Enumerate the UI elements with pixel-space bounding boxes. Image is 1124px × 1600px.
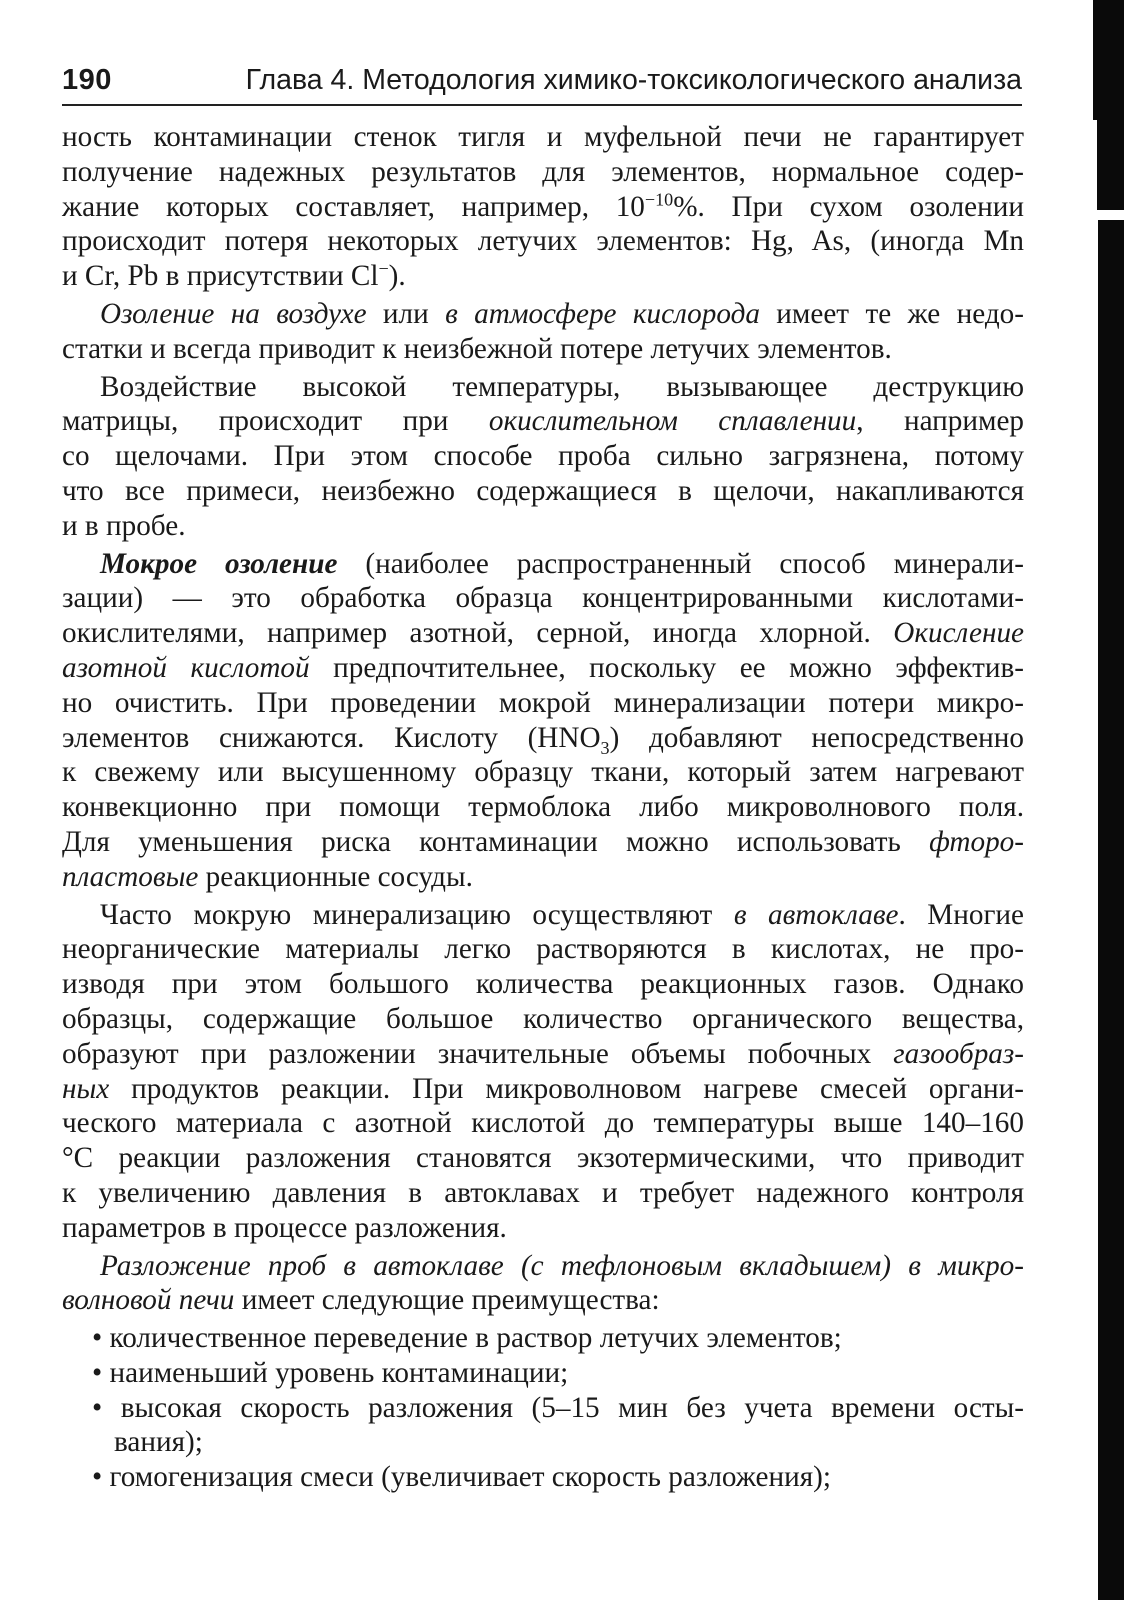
list-item: [62, 1321, 1024, 1356]
text-run: или: [366, 297, 446, 330]
text-run: Для уменьшения риска контаминации можно использовать: [62, 825, 930, 858]
text-run: (наиболее распространенный способ минерали-: [337, 547, 1024, 580]
text-run: матрицы, происходит при: [62, 405, 489, 438]
text-run: °С реакции разложения становятся экзотермическими, что приводит: [62, 1142, 1024, 1175]
paragraph: [62, 370, 1024, 544]
bullet-marker: •: [92, 1322, 103, 1355]
italic-term: волновой печи: [62, 1284, 235, 1317]
list-item-text: высокая скорость разложения (5–15 мин без учета времени осты-: [120, 1391, 1024, 1424]
bullet-list: [62, 1321, 1024, 1495]
list-item: [62, 1460, 1024, 1495]
bullet-marker: •: [92, 1356, 103, 1389]
text-run: ность контаминации стенок тигля и муфельной печи не гарантирует: [62, 121, 1024, 153]
list-item-text: наименьший уровень контаминации;: [109, 1356, 569, 1389]
bullet-marker: •: [92, 1391, 103, 1424]
text-line: [62, 259, 1024, 294]
text-run: ) добавляют непосредственно: [609, 721, 1025, 754]
text-run: и Cr, Pb в присутствии Cl: [62, 260, 379, 293]
italic-term: в автоклаве: [733, 898, 899, 931]
list-item: [62, 1425, 1024, 1460]
text-run: образуют при разложении значительные объемы побочных: [62, 1037, 894, 1070]
text-run: к свежему или высушенному образцу ткани, который затем нагревают: [62, 756, 1024, 789]
list-item-text: количественное переведение в раствор летучих элементов;: [109, 1322, 842, 1355]
text-run: со щелочами. При этом способе проба сильно загрязнена, потому: [62, 440, 1024, 473]
italic-term: Окисление: [893, 617, 1024, 650]
text-line: [62, 898, 1024, 933]
list-item-text: вания);: [114, 1426, 203, 1459]
text-run: имеет те же недо-: [759, 297, 1024, 330]
text-line: [62, 1002, 1024, 1037]
text-run: . Многие: [898, 898, 1024, 931]
text-run: изводя при этом большого количества реакционных газов. Однако: [62, 968, 1024, 1001]
text-run: получение надежных результатов для элементов, нормальное содер-: [62, 155, 1024, 188]
italic-term: Озоление на воздухе: [100, 297, 367, 330]
list-item: [62, 1391, 1024, 1426]
text-line: [62, 1141, 1024, 1176]
text-line: [62, 370, 1024, 405]
italic-term: в атмосфере кислорода: [445, 297, 760, 330]
text-line: [62, 1249, 1024, 1284]
list-item: [62, 1356, 1024, 1391]
text-line: [62, 967, 1024, 1002]
text-run: образцы, содержащие большое количество органического вещества,: [62, 1002, 1024, 1035]
text-line: [62, 547, 1024, 582]
page-header: [62, 64, 1022, 106]
italic-term: газообраз-: [893, 1037, 1024, 1070]
list-item-text: гомогенизация смеси (увеличивает скорость разложения);: [109, 1461, 832, 1494]
text-run: элементов снижаются. Кислоту (HNO: [62, 721, 601, 754]
text-line: [62, 932, 1024, 967]
italic-term: окислительном сплавлении: [488, 405, 857, 438]
paragraph: [62, 120, 1024, 294]
text-line: [62, 120, 1024, 155]
paragraph: [62, 898, 1024, 1246]
italic-term: Мокрое озоление: [100, 547, 338, 580]
text-line: [62, 790, 1024, 825]
text-run: −: [378, 258, 389, 279]
scan-edge-shadow: [1097, 110, 1124, 210]
bullet-marker: •: [92, 1461, 103, 1494]
text-run: происходит потеря некоторых летучих элементов: Hg, As, (иногда Mn: [62, 225, 1024, 258]
text-line: [62, 860, 1024, 895]
text-line: [62, 755, 1024, 790]
text-run: что все примеси, неизбежно содержащиеся в щелочи, накапливаются: [62, 474, 1024, 507]
text-line: [62, 1072, 1024, 1107]
text-run: к увеличению давления в автоклавах и требует надежного контроля: [62, 1176, 1024, 1209]
scan-edge-shadow: [1098, 220, 1124, 1600]
text-run: неорганические материалы легко растворяются в кислотах, не про-: [62, 933, 1024, 966]
text-run: продуктов реакции. При микроволновом нагреве смесей органи-: [109, 1072, 1024, 1105]
text-run: окислителями, например азотной, серной, иногда хлорной.: [62, 617, 894, 650]
text-run: параметров в процессе разложения.: [62, 1211, 507, 1244]
page-number: 190: [62, 64, 112, 96]
text-line: [62, 474, 1024, 509]
text-run: ).: [388, 260, 406, 293]
text-run: , например: [856, 405, 1024, 438]
italic-term: азотной кислотой: [62, 651, 310, 684]
text-run: реакционные сосуды.: [198, 860, 473, 893]
scan-edge-shadow: [1093, 0, 1124, 120]
text-line: [62, 1211, 1024, 1246]
text-run: %. При сухом озолении: [673, 190, 1024, 223]
text-line: [62, 825, 1024, 860]
running-head: Глава 4. Методология химико-токсикологического анализа: [245, 64, 1022, 96]
italic-term: пластовые: [62, 860, 199, 893]
text-run: имеет следующие преимущества:: [234, 1284, 660, 1317]
text-run: Часто мокрую минерализацию осуществляют: [100, 898, 734, 931]
text-line: [62, 332, 1024, 367]
text-line: [62, 1037, 1024, 1072]
text-line: [62, 1283, 1024, 1318]
text-line: [62, 155, 1024, 190]
text-line: [62, 297, 1024, 332]
text-line: [62, 721, 1024, 756]
text-line: [62, 509, 1024, 544]
text-line: [62, 404, 1024, 439]
text-line: [62, 439, 1024, 474]
paragraph: [62, 297, 1024, 367]
text-line: [62, 686, 1024, 721]
text-run: статки и всегда приводит к неизбежной потере летучих элементов.: [62, 332, 892, 365]
text-run: −10: [644, 188, 674, 209]
paragraph: [62, 1249, 1024, 1319]
text-line: [62, 1176, 1024, 1211]
text-run: предпочтительнее, поскольку ее можно эффектив-: [309, 651, 1024, 684]
text-run: и в пробе.: [62, 509, 186, 542]
text-run: Воздействие высокой температуры, вызывающее деструкцию: [100, 370, 1024, 403]
text-run: 3: [600, 737, 610, 758]
text-run: конвекционно при помощи термоблока либо микроволнового поля.: [62, 791, 1024, 824]
text-line: [62, 1106, 1024, 1141]
italic-term: Разложение проб в автоклаве (с тефлоновым вкладышем) в микро-: [100, 1249, 1024, 1282]
text-line: [62, 581, 1024, 616]
body-text: [62, 120, 1024, 1495]
text-line: [62, 616, 1024, 651]
text-line: [62, 224, 1024, 259]
text-run: ческого материала с азотной кислотой до температуры выше 140–160: [62, 1107, 1024, 1140]
text-run: зации) — это обработка образца концентрированными кислотами-: [62, 582, 1024, 615]
text-line: [62, 651, 1024, 686]
text-run: жание которых составляет, например, 10: [62, 190, 645, 223]
italic-term: ных: [62, 1072, 110, 1105]
text-run: но очистить. При проведении мокрой минерализации потери микро-: [62, 686, 1024, 719]
text-line: [62, 190, 1024, 225]
paragraph: [62, 547, 1024, 895]
italic-term: фторо-: [929, 825, 1024, 858]
